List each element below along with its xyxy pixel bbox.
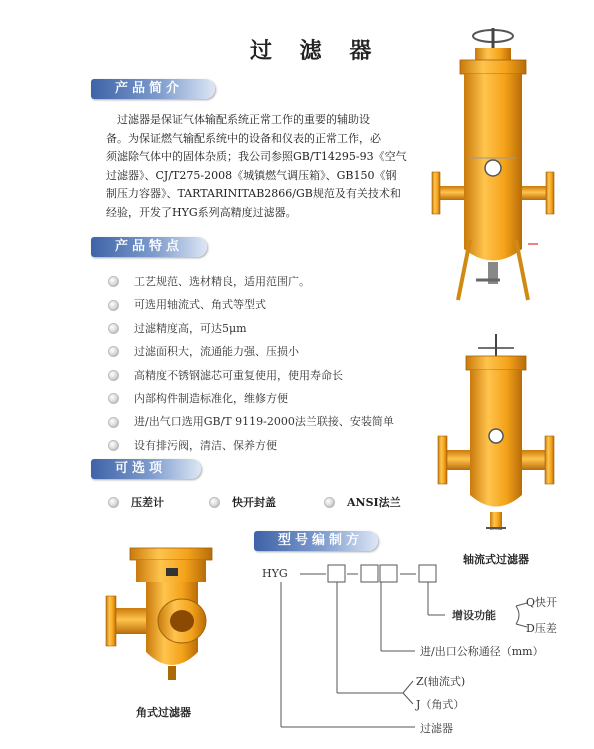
section-banner-model: 型号编制方法 (254, 531, 378, 551)
feature-text: 设有排污阀，清洁、保养方便 (134, 438, 277, 452)
vertical-filter-image (432, 28, 554, 300)
feature-text: 工艺规范、选材精良，适用范围广。 (134, 275, 310, 288)
option-text: ANSI法兰 (347, 496, 401, 509)
section-banner-features: 产品特点 (91, 237, 207, 257)
intro-line: 制压力容器》、TARTARINITAB2866/GB规范及有关技术和 (106, 187, 401, 200)
option-text: 快开封盖 (232, 496, 276, 509)
model-extra-function: 增设功能 (452, 609, 496, 622)
model-filter-label: 过滤器 (420, 722, 453, 735)
model-prefix: HYG (262, 567, 288, 580)
feature-text: 内部构件制造标准化，维修方便 (134, 391, 288, 405)
model-z-label: Z(轴流式) (416, 675, 466, 688)
feature-text: 高精度不锈钢滤芯可重复使用，使用寿命长 (134, 368, 343, 382)
intro-line: 过滤器是保证气体输配系统正常工作的重要的辅助设 (117, 113, 370, 126)
axial-filter-image (438, 334, 554, 530)
feature-text: 进/出气口选用GB/T 9119-2000法兰联接、安装简单 (134, 415, 394, 429)
angle-filter-image (106, 548, 212, 680)
intro-line: 过滤器》、CJ/T275-2008《城镇燃气调压箱》、GB150《钢 (106, 168, 397, 182)
intro-line: 备。为保证燃气输配系统中的设备和仪表的正常工作，必 (106, 131, 381, 145)
intro-line: 须滤除气体中的固体杂质；我公司参照GB/T14295-93《空气 (106, 150, 407, 163)
model-j-label: J（角式） (416, 698, 465, 711)
option-text: 压差计 (131, 496, 164, 509)
angle-filter-caption: 角式过滤器 (136, 706, 191, 719)
model-nominal-diameter: 进/出口公称通径（mm） (420, 645, 544, 658)
model-d-label: D压差 (526, 622, 557, 635)
feature-text: 过滤精度高，可达5μm (134, 321, 247, 335)
feature-text: 可选用轴流式、角式等型式 (134, 298, 266, 312)
model-q-label: Q快开 (526, 596, 558, 609)
feature-text: 过滤面积大，流通能力强、压损小 (134, 345, 299, 359)
section-banner-intro: 产品简介 (91, 79, 215, 99)
page-title: 过 滤 器 (250, 38, 382, 64)
intro-line: 经验，开发了HYG系列高精度过滤器。 (106, 205, 297, 219)
section-banner-options: 可选项 (91, 459, 201, 479)
axial-filter-caption: 轴流式过滤器 (463, 553, 529, 566)
